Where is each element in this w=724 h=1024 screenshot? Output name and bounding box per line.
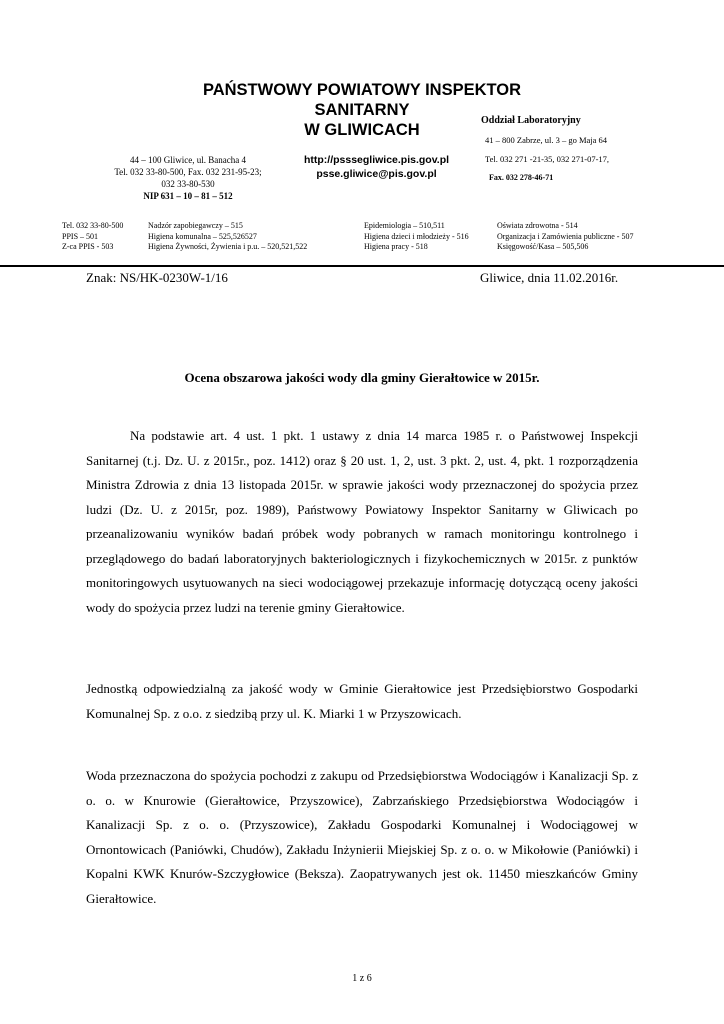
- document-date: Gliwice, dnia 11.02.2016r.: [480, 270, 619, 285]
- document-heading: Ocena obszarowa jakości wody dla gminy Gierałtowice w 2015r.: [184, 370, 540, 385]
- paragraph-text: Woda przeznaczona do spożycia pochodzi z zakupu od Przedsiębiorstwa Wodociągów i Kanalizacji Sp. z o. o. w Knurowie (Gierałtowice, Przyszowice), Zabrzańskiego Przedsiębiorstwa Wodociągów i Kanalizacji Sp. z o. o. (Przyszowice), Zakładu Gospodarki Komunalnej i Wodociągowej w Ornontowicach (Paniówki, Chudów), Zakładu Inżynierii Miejskiej Sp. z o. o. w Mikołowie (Paniówki) i Kopalni KWK Knurów-Szczygłowice (Beksza). Zaopatrywanych jest ok. 11450 mieszkańców Gminy Gierałtowice.: [86, 768, 638, 906]
- nip: NIP 631 – 10 – 81 – 512: [143, 191, 233, 201]
- header-divider: [0, 265, 724, 267]
- phone-ext: Oświata zdrowotna - 514: [497, 221, 578, 230]
- website-link[interactable]: http://psssegliwice.pis.gov.pl: [303, 154, 450, 166]
- email-link[interactable]: psse.gliwice@pis.gov.pl: [316, 168, 437, 180]
- lab-fax: Fax. 032 278-46-71: [489, 173, 554, 182]
- lab-address: 41 – 800 Zabrze, ul. 3 – go Maja 64: [485, 135, 608, 145]
- phones-col-3: [364, 221, 469, 253]
- title-line-2: SANITARNY: [314, 101, 410, 119]
- body-paragraph-2: [86, 677, 638, 726]
- paragraph-text: Na podstawie art. 4 ust. 1 pkt. 1 ustawy z dnia 14 marca 1985 r. o Państwowej Inspekcji Sanitarnej (t.j. Dz. U. z 2015r., poz. 1412) oraz § 20 ust. 1, 2, ust. 3 pkt. 2, ust. 4, pkt. 1 rozporządzenia Ministra Zdrowia z dnia 13 listopada 2015r. w sprawie jakości wody przeznaczonej do spożycia przez ludzi (Dz. U. z 2015r, poz. 1989), Państwowy Powiatowy Inspektor Sanitarny w Gliwicach po przeanalizowaniu wyników badań próbek wody pobranych w ramach monitoringu kontrolnego i przeglądowego do badań laboratoryjnych bakteriologicznych i fizykochemicznych w 2015r. z punktów monitoringowych usytuowanych na sieci wodociągowej przekazuje informację dotyczącą oceny jakości wody do spożycia przez ludzi na terenie gminy Gierałtowice.: [86, 428, 638, 615]
- phones-col-4: [497, 221, 633, 253]
- main-address: [68, 154, 308, 202]
- address-line-3: 032 33-80-530: [161, 179, 215, 189]
- phones-col-1: [62, 221, 123, 253]
- reference-number: Znak: NS/HK-0230W-1/16: [86, 270, 228, 285]
- body-paragraph-3: [86, 764, 638, 911]
- address-line-1: 44 – 100 Gliwice, ul. Banacha 4: [130, 155, 246, 165]
- page-number: 1 z 6: [352, 973, 372, 984]
- institution-title: [0, 80, 724, 140]
- paragraph-text: Jednostką odpowiedzialną za jakość wody w Gminie Gierałtowice jest Przedsiębiorstwo Gospodarki Komunalnej Sp. z o.o. z siedzibą przy ul. K. Miarki 1 w Przyszowicach.: [86, 681, 638, 721]
- phone-ext: Higiena komunalna – 525,526527: [148, 231, 257, 241]
- address-line-2: Tel. 032 33-80-500, Fax. 032 231-95-23;: [114, 167, 262, 177]
- body-paragraph-1: [86, 424, 638, 620]
- phone-ext: Organizacja i Zamówienia publiczne - 507: [497, 231, 634, 241]
- phone-ext: Nadzór zapobiegawczy – 515: [148, 221, 243, 230]
- contact-web: [294, 153, 459, 181]
- phone-ext: Higiena Żywności, Żywienia i p.u. – 520,521,522: [148, 242, 308, 251]
- title-line-3: W GLIWICACH: [304, 121, 420, 139]
- phone-ext: PPIS – 501: [62, 231, 99, 241]
- phone-ext: Higiena dzieci i młodzieży - 516: [364, 231, 469, 241]
- phone-ext: Tel. 032 33-80-500: [62, 221, 124, 230]
- lab-branch-name: Oddział Laboratoryjny: [481, 115, 581, 126]
- title-line-1: PAŃSTWOWY POWIATOWY INSPEKTOR: [202, 81, 522, 99]
- phone-ext: Księgowość/Kasa – 505,506: [497, 242, 589, 251]
- lab-phone: Tel. 032 271 -21-35, 032 271-07-17,: [485, 154, 610, 164]
- phone-ext: Z-ca PPIS - 503: [62, 242, 114, 251]
- phone-ext: Higiena pracy - 518: [364, 242, 428, 251]
- phones-col-2: [148, 221, 307, 253]
- phone-ext: Epidemiologia – 510,511: [364, 221, 445, 230]
